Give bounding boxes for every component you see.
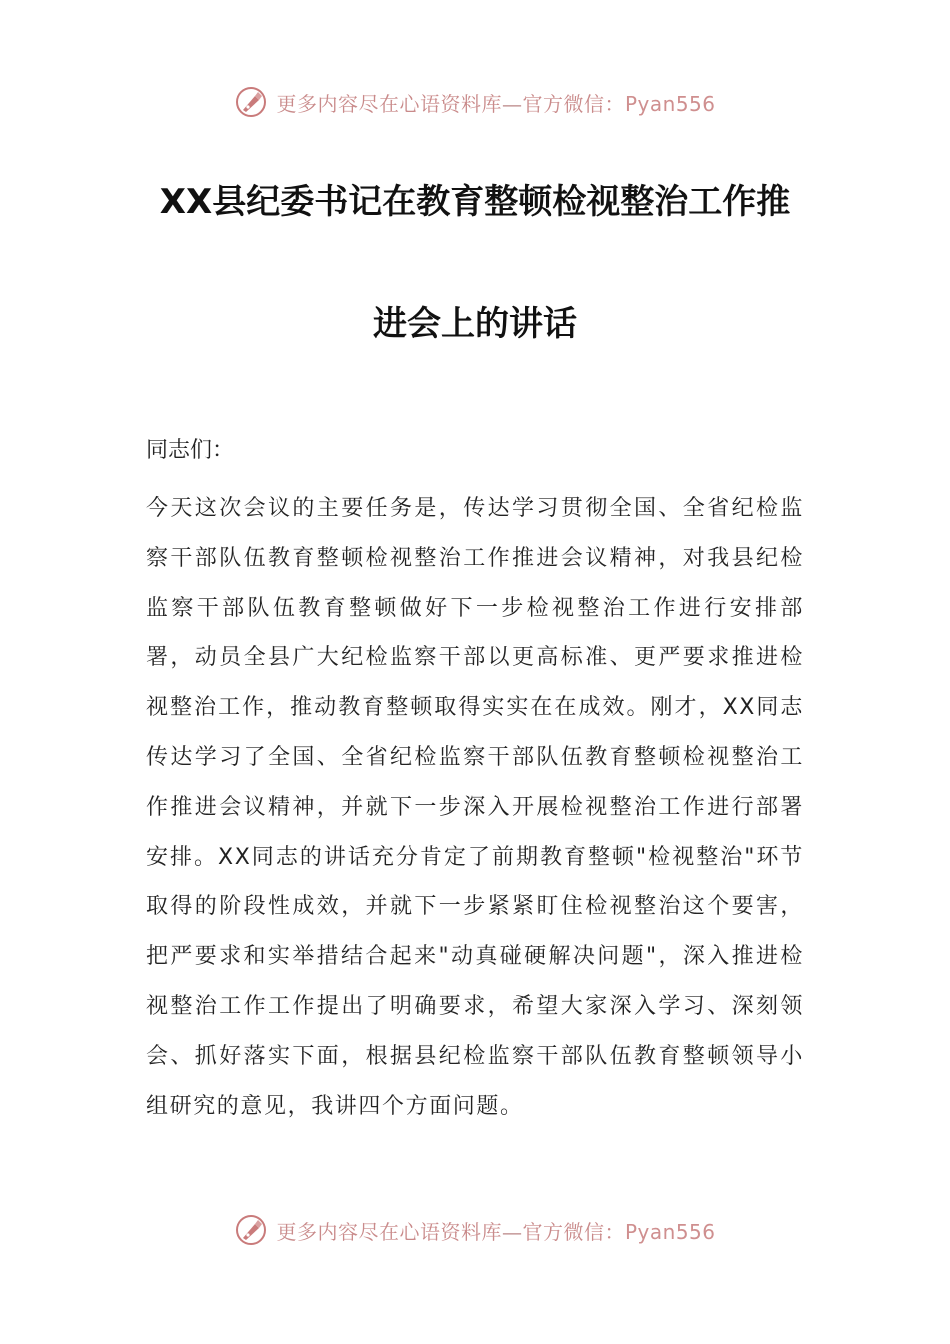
watermark-wechat-label: 官方微信：	[522, 1219, 625, 1244]
footer-watermark	[0, 1210, 950, 1250]
watermark-brand-text: 更多内容尽在心语资料库	[276, 1219, 502, 1244]
watermark-separator: —	[501, 1219, 523, 1244]
watermark-wechat-id: Pyan556	[624, 1219, 716, 1244]
watermark-separator: —	[501, 91, 523, 116]
body-paragraph: 今天这次会议的主要任务是，传达学习贯彻全国、全省纪检监察干部队伍教育整顿检视整治工作推进会议精神，对我县纪检监察干部队伍教育整顿做好下一步检视整治工作进行安排部署，动员全县广大纪检监察干部以更高标准、更严要求推进检视整治工作，推动教育整顿取得实实在在成效。刚才，XX同志传达学习了全国、全省纪检监察干部队伍教育整顿检视整治工作推进会议精神，并就下一步深入开展检视整治工作进行部署安排。XX同志的讲话充分肯定了前期教育整顿"检视整治"环节取得的阶段性成效，并就下一步紧紧盯住检视整治这个要害，把严要求和实举措结合起来"动真碰硬解决问题"，深入推进检视整治工作工作提出了明确要求，希望大家深入学习、深刻领会、抓好落实下面，根据县纪检监察干部队伍教育整顿领导小组研究的意见，我讲四个方面问题。	[146, 496, 804, 1119]
watermark-brand-text: 更多内容尽在心语资料库	[276, 91, 502, 116]
document-title-line-2: 进会上的讲话	[373, 304, 577, 344]
salutation: 同志们：	[146, 438, 235, 463]
pen-nib-seal-icon	[234, 85, 268, 119]
document-title-line-1: XX县纪委书记在教育整顿检视整治工作推	[159, 182, 791, 222]
watermark-wechat-label: 官方微信：	[522, 91, 625, 116]
pen-nib-seal-icon	[234, 1213, 268, 1247]
header-watermark	[0, 82, 950, 122]
watermark-wechat-id: Pyan556	[624, 91, 716, 116]
